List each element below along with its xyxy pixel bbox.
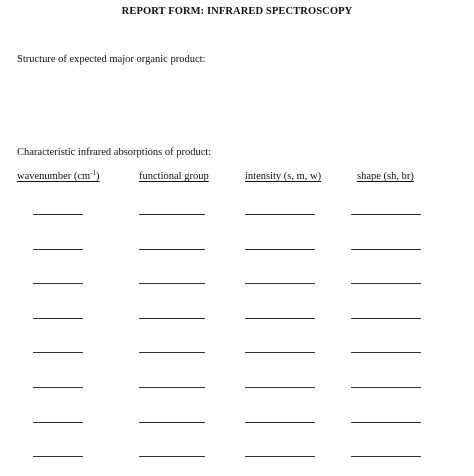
wavenumber-blank[interactable] bbox=[33, 318, 83, 319]
wavenumber-label-text: wavenumber (cm bbox=[17, 171, 91, 182]
functional-group-blank[interactable] bbox=[139, 283, 205, 284]
intensity-blank[interactable] bbox=[245, 422, 315, 423]
intensity-blank[interactable] bbox=[245, 249, 315, 250]
shape-blank[interactable] bbox=[351, 456, 421, 457]
wavenumber-blank[interactable] bbox=[33, 387, 83, 388]
functional-group-blank[interactable] bbox=[139, 249, 205, 250]
functional-group-blank[interactable] bbox=[139, 352, 205, 353]
column-header-intensity: intensity (s, m, w) bbox=[245, 171, 322, 182]
shape-blank[interactable] bbox=[351, 422, 421, 423]
intensity-blank[interactable] bbox=[245, 352, 315, 353]
functional-group-blank[interactable] bbox=[139, 456, 205, 457]
shape-blank[interactable] bbox=[351, 249, 421, 250]
structure-prompt: Structure of expected major organic product: bbox=[17, 54, 206, 65]
shape-blank[interactable] bbox=[351, 283, 421, 284]
functional-group-blank[interactable] bbox=[139, 318, 205, 319]
intensity-blank[interactable] bbox=[245, 283, 315, 284]
column-header-shape: shape (sh, br) bbox=[357, 171, 414, 182]
wavenumber-blank[interactable] bbox=[33, 422, 83, 423]
form-title: REPORT FORM: INFRARED SPECTROSCOPY bbox=[121, 6, 353, 17]
wavenumber-blank[interactable] bbox=[33, 352, 83, 353]
column-header-wavenumber bbox=[17, 171, 100, 182]
wavenumber-label-close: ) bbox=[96, 171, 100, 182]
intensity-blank[interactable] bbox=[245, 387, 315, 388]
shape-blank[interactable] bbox=[351, 352, 421, 353]
functional-group-blank[interactable] bbox=[139, 387, 205, 388]
wavenumber-blank[interactable] bbox=[33, 283, 83, 284]
intensity-blank[interactable] bbox=[245, 318, 315, 319]
functional-group-blank[interactable] bbox=[139, 422, 205, 423]
intensity-blank[interactable] bbox=[245, 214, 315, 215]
shape-blank[interactable] bbox=[351, 214, 421, 215]
structure-drawing-area[interactable] bbox=[17, 72, 457, 140]
wavenumber-unit-exponent: -1 bbox=[90, 169, 97, 177]
intensity-blank[interactable] bbox=[245, 456, 315, 457]
shape-blank[interactable] bbox=[351, 318, 421, 319]
functional-group-blank[interactable] bbox=[139, 214, 205, 215]
column-header-functional-group: functional group bbox=[139, 171, 209, 182]
wavenumber-blank[interactable] bbox=[33, 456, 83, 457]
wavenumber-blank[interactable] bbox=[33, 214, 83, 215]
wavenumber-blank[interactable] bbox=[33, 249, 83, 250]
absorptions-prompt: Characteristic infrared absorptions of product: bbox=[17, 147, 212, 158]
shape-blank[interactable] bbox=[351, 387, 421, 388]
